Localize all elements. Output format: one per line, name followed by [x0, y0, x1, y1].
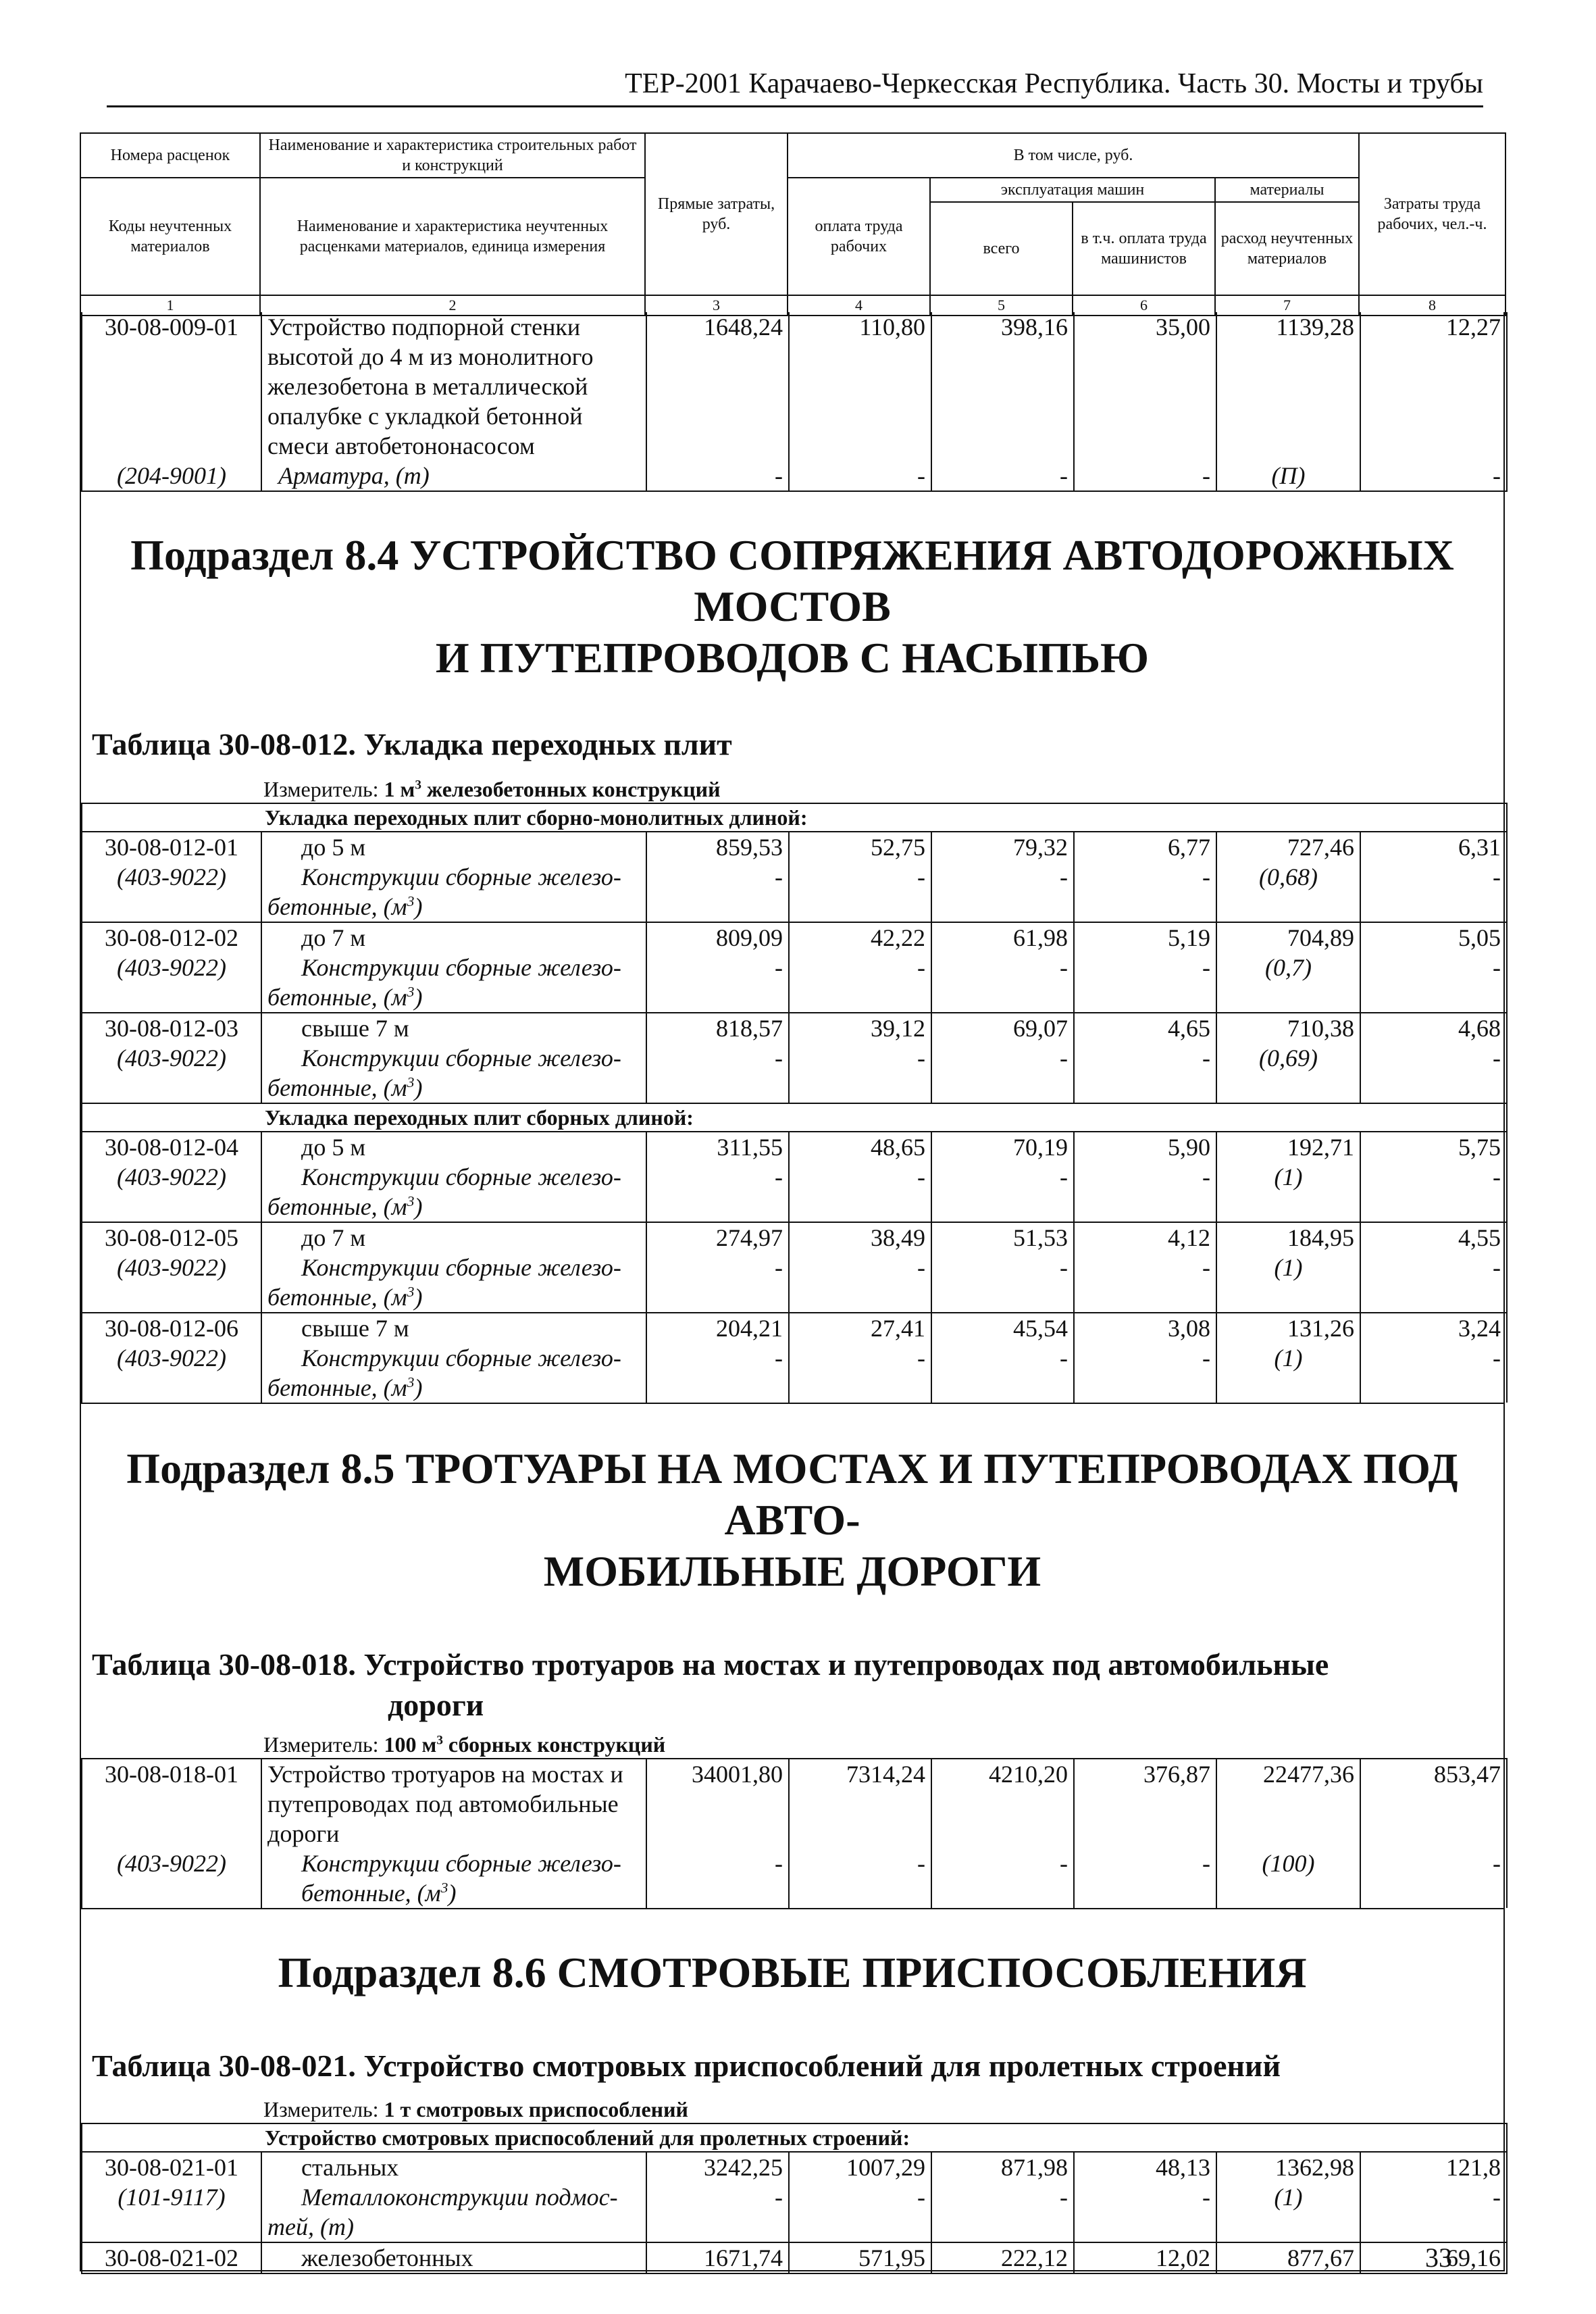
- material-name: Конструкции сборные железо- бетонные, $(м^3)$: [261, 1162, 646, 1222]
- column-header-table: [80, 132, 1506, 316]
- value-cell: 4,65: [1074, 1013, 1216, 1043]
- value-cell: -: [789, 461, 931, 491]
- name-line: дороги: [267, 1820, 340, 1847]
- material-code: (204-9001): [82, 461, 261, 491]
- value-cell: 121,8: [1360, 2152, 1507, 2182]
- value-cell: 398,16: [931, 312, 1074, 461]
- value-cell: -: [1074, 461, 1216, 491]
- value-cell: 877,67: [1216, 2242, 1360, 2273]
- item-name: до 7 м: [261, 1222, 646, 1253]
- value-cell: 48,13: [1074, 2152, 1216, 2182]
- group-heading: Укладка переходных плит сборно-монолитных длиной:: [82, 803, 1507, 832]
- material-row: [82, 1043, 1507, 1103]
- value-cell: 69,07: [931, 1013, 1074, 1043]
- material-row: [82, 862, 1507, 922]
- table-row: [82, 922, 1507, 953]
- material-row: [82, 1253, 1507, 1313]
- item-code: 30-08-012-01: [82, 832, 261, 862]
- value-cell: 1007,29: [789, 2152, 931, 2182]
- value-cell: -: [931, 1343, 1074, 1403]
- table-30-08-012: [81, 803, 1508, 1403]
- section-84-title: Подраздел 8.4 УСТРОЙСТВО СОПРЯЖЕНИЯ АВТОДОРОЖНЫХ МОСТОВ И ПУТЕПРОВОДОВ С НАСЫПЬЮ: [130, 531, 1454, 682]
- running-header: ТЕР-2001 Карачаево-Черкесская Республика. Часть 30. Мосты и трубы: [107, 68, 1483, 107]
- col-7-header: расход неучтенных материалов: [1215, 202, 1359, 295]
- value-cell: -: [1074, 1162, 1216, 1222]
- table-row: [82, 1222, 1507, 1253]
- value-cell: 818,57: [646, 1013, 789, 1043]
- value-cell: -: [931, 1253, 1074, 1313]
- item-code: 30-08-012-03: [82, 1013, 261, 1043]
- value-cell: 376,87: [1074, 1759, 1216, 1848]
- item-code: 30-08-009-01: [82, 312, 261, 461]
- material-code: (403-9022): [82, 1848, 261, 1908]
- material-code: (101-9117): [82, 2182, 261, 2242]
- value-cell: -: [931, 461, 1074, 491]
- table-row: [82, 1759, 1507, 1848]
- value-cell: -: [789, 2182, 931, 2242]
- item-name: до 5 м: [261, 832, 646, 862]
- material-row: [82, 1162, 1507, 1222]
- meter-label: Измеритель: 100 $м^3$ сборных конструкций: [263, 1732, 666, 1757]
- col-6-header: в т.ч. оплата труда машинистов: [1073, 202, 1215, 295]
- value-cell: -: [931, 1848, 1074, 1908]
- col-number: 7: [1215, 295, 1359, 316]
- value-cell: 192,71: [1216, 1132, 1360, 1162]
- table-30-08-018-title: Таблица 30-08-018. Устройство тротуаров на мостах и путепроводах под автомобильные дороги: [92, 1647, 1329, 1722]
- value-cell: 3,24: [1360, 1313, 1507, 1343]
- col-number: 6: [1073, 295, 1215, 316]
- value-cell: 859,53: [646, 832, 789, 862]
- table-row: [82, 2242, 1507, 2273]
- col-3-header: Прямые затраты, руб.: [645, 133, 788, 295]
- item-code: 30-08-012-05: [82, 1222, 261, 1253]
- material-name: Конструкции сборные железо- бетонные, $(м^3)$: [261, 862, 646, 922]
- value-cell: 5,75: [1360, 1132, 1507, 1162]
- value-cell: (П): [1216, 461, 1360, 491]
- material-code: (403-9022): [82, 1043, 261, 1103]
- group-heading: Устройство смотровых приспособлений для пролетных строений:: [82, 2123, 1507, 2152]
- meter-label: Измеритель: 1 т смотровых приспособлений: [263, 2097, 688, 2121]
- item-name: свыше 7 м: [261, 1013, 646, 1043]
- value-cell: 110,80: [789, 312, 931, 461]
- value-cell: -: [1074, 1043, 1216, 1103]
- materials-header: материалы: [1215, 178, 1359, 202]
- value-cell: 3242,25: [646, 2152, 789, 2182]
- material-name: Конструкции сборные железо- бетонные, $(м^3)$: [261, 953, 646, 1013]
- name-line: опалубке с укладкой бетонной: [267, 403, 583, 430]
- value-cell: -: [931, 953, 1074, 1013]
- value-cell: -: [646, 2182, 789, 2242]
- value-cell: 48,65: [789, 1132, 931, 1162]
- value-cell: -: [789, 953, 931, 1013]
- value-cell: -: [1360, 1253, 1507, 1313]
- value-cell: -: [931, 2182, 1074, 2242]
- item-name: стальных: [261, 2152, 646, 2182]
- name-line: Устройство подпорной стенки: [267, 313, 581, 341]
- value-cell: 70,19: [931, 1132, 1074, 1162]
- value-cell: (0,68): [1216, 862, 1360, 922]
- col-1-top: Номера расценок: [80, 133, 260, 178]
- value-cell: -: [646, 461, 789, 491]
- value-cell: -: [1074, 1848, 1216, 1908]
- item-name: до 7 м: [261, 922, 646, 953]
- table-row: [82, 1313, 1507, 1343]
- name-line: Устройство тротуаров на мостах и: [267, 1761, 623, 1788]
- item-code: 30-08-012-04: [82, 1132, 261, 1162]
- table-30-08-012-title: Таблица 30-08-012. Укладка переходных плит: [92, 727, 732, 761]
- material-code: (403-9022): [82, 862, 261, 922]
- value-cell: 35,00: [1074, 312, 1216, 461]
- item-name: до 5 м: [261, 1132, 646, 1162]
- value-cell: -: [789, 1343, 931, 1403]
- value-cell: -: [1360, 1162, 1507, 1222]
- col-5-header: всего: [930, 202, 1073, 295]
- material-row: [82, 1848, 1507, 1908]
- col-number: 2: [260, 295, 645, 316]
- value-cell: -: [1360, 953, 1507, 1013]
- value-cell: 4,68: [1360, 1013, 1507, 1043]
- col-8-header: Затраты труда рабочих, чел.-ч.: [1359, 133, 1505, 295]
- section-85-title: Подраздел 8.5 ТРОТУАРЫ НА МОСТАХ И ПУТЕПРОВОДАХ ПОД АВТО- МОБИЛЬНЫЕ ДОРОГИ: [126, 1444, 1458, 1595]
- value-cell: -: [931, 862, 1074, 922]
- value-cell: 45,54: [931, 1313, 1074, 1343]
- material-row: [82, 2182, 1507, 2242]
- value-cell: 69,16: [1360, 2242, 1507, 2273]
- col-number: 3: [645, 295, 788, 316]
- value-cell: 5,90: [1074, 1132, 1216, 1162]
- value-cell: 571,95: [789, 2242, 931, 2273]
- value-cell: (1): [1216, 1162, 1360, 1222]
- table-row: [82, 312, 1507, 461]
- material-name: Конструкции сборные железо- бетонные, $(м^3)$: [261, 1343, 646, 1403]
- value-cell: 1139,28: [1216, 312, 1360, 461]
- item-code: 30-08-021-01: [82, 2152, 261, 2182]
- item-name: [261, 312, 646, 461]
- section-86-title: Подраздел 8.6 СМОТРОВЫЕ ПРИСПОСОБЛЕНИЯ: [278, 1948, 1307, 1996]
- meter-label: Измеритель: 1 $м^3$ железобетонных конструкций: [263, 777, 721, 801]
- value-cell: -: [1360, 1848, 1507, 1908]
- value-cell: 61,98: [931, 922, 1074, 953]
- material-row: [82, 953, 1507, 1013]
- col-number: 5: [930, 295, 1073, 316]
- value-cell: 1648,24: [646, 312, 789, 461]
- value-cell: -: [646, 1043, 789, 1103]
- value-cell: (100): [1216, 1848, 1360, 1908]
- value-cell: -: [931, 1043, 1074, 1103]
- value-cell: -: [1360, 2182, 1507, 2242]
- table-30-08-021-title: Таблица 30-08-021. Устройство смотровых приспособлений для пролетных строений: [92, 2048, 1281, 2083]
- col-number: 8: [1359, 295, 1505, 316]
- value-cell: 809,09: [646, 922, 789, 953]
- item-name: [261, 1759, 646, 1848]
- value-cell: 6,77: [1074, 832, 1216, 862]
- material-name: Металлоконструкции подмос- тей, (т): [261, 2182, 646, 2242]
- value-cell: -: [1360, 1343, 1507, 1403]
- material-name: Конструкции сборные железо- бетонные, $(м^3)$: [261, 1043, 646, 1103]
- col-number: 1: [80, 295, 260, 316]
- value-cell: 12,27: [1360, 312, 1507, 461]
- material-code: (403-9022): [82, 1343, 261, 1403]
- value-cell: -: [1360, 1043, 1507, 1103]
- value-cell: -: [1360, 461, 1507, 491]
- value-cell: 871,98: [931, 2152, 1074, 2182]
- value-cell: -: [789, 1043, 931, 1103]
- table-30-08-021: [81, 2123, 1508, 2274]
- value-cell: 4210,20: [931, 1759, 1074, 1848]
- value-cell: -: [1074, 1343, 1216, 1403]
- value-cell: 6,31: [1360, 832, 1507, 862]
- value-cell: (1): [1216, 1343, 1360, 1403]
- col-2-top: Наименование и характеристика строительных работ и конструкций: [260, 133, 645, 178]
- value-cell: 184,95: [1216, 1222, 1360, 1253]
- value-cell: -: [1074, 862, 1216, 922]
- value-cell: 34001,80: [646, 1759, 789, 1848]
- value-cell: 5,19: [1074, 922, 1216, 953]
- table-30-08-018: [81, 1758, 1508, 1908]
- col-2-bottom: Наименование и характеристика неучтенных расценками материалов, единица измерения: [260, 178, 645, 295]
- item-code: 30-08-012-06: [82, 1313, 261, 1343]
- material-row: [82, 461, 1507, 491]
- col-1-bottom: Коды неучтенных материалов: [80, 178, 260, 295]
- value-cell: 4,55: [1360, 1222, 1507, 1253]
- material-name: Конструкции сборные железо- бетонные, $(м^3)$: [261, 1848, 646, 1908]
- name-line: смеси автобетононасосом: [267, 432, 535, 459]
- value-cell: 704,89: [1216, 922, 1360, 953]
- value-cell: 51,53: [931, 1222, 1074, 1253]
- value-cell: (0,69): [1216, 1043, 1360, 1103]
- value-cell: 27,41: [789, 1313, 931, 1343]
- value-cell: 311,55: [646, 1132, 789, 1162]
- name-line: высотой до 4 м из монолитного: [267, 343, 594, 370]
- value-cell: -: [646, 953, 789, 1013]
- item-code: 30-08-021-02: [82, 2242, 261, 2273]
- material-code: (403-9022): [82, 1162, 261, 1222]
- material-code: (403-9022): [82, 953, 261, 1013]
- value-cell: -: [789, 1848, 931, 1908]
- value-cell: -: [789, 1162, 931, 1222]
- material-name: Арматура, (т): [261, 461, 646, 491]
- value-cell: 79,32: [931, 832, 1074, 862]
- item-name: железобетонных: [261, 2242, 646, 2273]
- item-code: 30-08-012-02: [82, 922, 261, 953]
- first-item-table: [81, 312, 1508, 492]
- value-cell: 5,05: [1360, 922, 1507, 953]
- value-cell: 131,26: [1216, 1313, 1360, 1343]
- value-cell: -: [931, 1162, 1074, 1222]
- value-cell: -: [789, 1253, 931, 1313]
- value-cell: (0,7): [1216, 953, 1360, 1013]
- value-cell: 7314,24: [789, 1759, 931, 1848]
- machines-header: эксплуатация машин: [930, 178, 1215, 202]
- value-cell: 710,38: [1216, 1013, 1360, 1043]
- value-cell: 3,08: [1074, 1313, 1216, 1343]
- value-cell: -: [646, 862, 789, 922]
- value-cell: 12,02: [1074, 2242, 1216, 2273]
- value-cell: -: [646, 1343, 789, 1403]
- value-cell: 1362,98: [1216, 2152, 1360, 2182]
- value-cell: 39,12: [789, 1013, 931, 1043]
- name-line: железобетона в металлической: [267, 373, 588, 400]
- table-row: [82, 2152, 1507, 2182]
- value-cell: 22477,36: [1216, 1759, 1360, 1848]
- value-cell: 204,21: [646, 1313, 789, 1343]
- name-line: путепроводах под автомобильные: [267, 1790, 619, 1817]
- value-cell: 52,75: [789, 832, 931, 862]
- value-cell: -: [1360, 862, 1507, 922]
- value-cell: -: [646, 1848, 789, 1908]
- value-cell: 1671,74: [646, 2242, 789, 2273]
- value-cell: (1): [1216, 1253, 1360, 1313]
- value-cell: 38,49: [789, 1222, 931, 1253]
- page-number: 33: [1425, 2242, 1452, 2273]
- table-row: [82, 832, 1507, 862]
- material-name: Конструкции сборные железо- бетонные, $(м^3)$: [261, 1253, 646, 1313]
- material-code: (403-9022): [82, 1253, 261, 1313]
- value-cell: -: [1074, 1253, 1216, 1313]
- item-code: 30-08-018-01: [82, 1759, 261, 1848]
- value-cell: -: [646, 1253, 789, 1313]
- value-cell: 222,12: [931, 2242, 1074, 2273]
- value-cell: -: [1074, 2182, 1216, 2242]
- incl-header: В том числе, руб.: [788, 133, 1359, 178]
- value-cell: -: [646, 1162, 789, 1222]
- value-cell: 4,12: [1074, 1222, 1216, 1253]
- value-cell: 727,46: [1216, 832, 1360, 862]
- value-cell: 42,22: [789, 922, 931, 953]
- document-body: [80, 312, 1505, 2271]
- material-row: [82, 1343, 1507, 1403]
- col-number: 4: [788, 295, 930, 316]
- value-cell: 274,97: [646, 1222, 789, 1253]
- col-4-header: оплата труда рабочих: [788, 178, 930, 295]
- table-row: [82, 1013, 1507, 1043]
- table-row: [82, 1132, 1507, 1162]
- value-cell: 853,47: [1360, 1759, 1507, 1848]
- value-cell: -: [789, 862, 931, 922]
- value-cell: (1): [1216, 2182, 1360, 2242]
- value-cell: -: [1074, 953, 1216, 1013]
- item-name: свыше 7 м: [261, 1313, 646, 1343]
- group-heading: Укладка переходных плит сборных длиной:: [82, 1103, 1507, 1132]
